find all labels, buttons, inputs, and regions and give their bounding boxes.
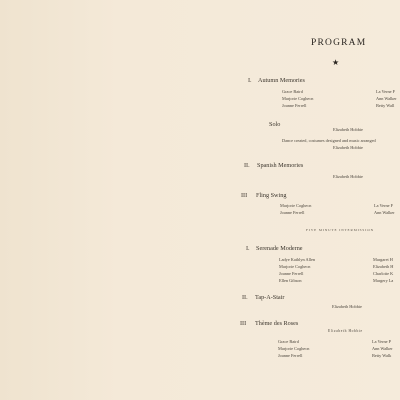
star-ornament-icon: ★ [332, 58, 340, 67]
credit-name: Elizabeth Hobbie [333, 145, 363, 150]
performer-name: Margaret H [373, 257, 393, 262]
section-numeral: III [241, 192, 248, 199]
performer-name: Charlotte K [373, 271, 394, 276]
performer-name: Grace Baird [282, 89, 303, 94]
performer-name: Ann Walker [376, 96, 397, 101]
performer-name: Ellen Gibson [279, 278, 302, 283]
performer-name: Elizabeth H [373, 264, 394, 269]
section-numeral: III [240, 320, 247, 327]
performer-name: Joanne Ferrell [282, 103, 307, 108]
performer-name: Margery La [373, 278, 394, 283]
performer-name: Betty Wall [376, 103, 395, 108]
performer-name: Grace Baird [278, 339, 299, 344]
section-numeral: I. [246, 245, 250, 252]
section-title: Autumn Memories [258, 77, 305, 84]
performer-name: Marjorie Coghecn [280, 203, 312, 208]
section-title: Thème des Roses [255, 320, 299, 327]
section-title: Fling Swing [256, 192, 287, 199]
performer-name: Ann Walker [372, 346, 393, 351]
soloist-name: Elizabeth Hobbie [333, 127, 363, 132]
program-title: PROGRAM [311, 38, 367, 48]
section-numeral: I. [248, 77, 252, 84]
performer-name: La Verne F [376, 89, 396, 94]
section-numeral: II. [242, 294, 248, 301]
performer-name: Joanne Ferrell [278, 353, 303, 358]
credit-note: Dance created, costumes designed and music arranged [282, 138, 376, 143]
performer-name: La Verne F [374, 203, 394, 208]
section-title: Spanish Memories [257, 162, 304, 169]
performer-name: La Verne P [372, 339, 392, 344]
soloist-name: Elizabeth Hobbie [332, 304, 362, 309]
soloist-name: Elizabeth Hobbie [333, 174, 363, 179]
performer-name: Marjorie Coghecn [278, 346, 310, 351]
section-title: Solo [269, 121, 281, 128]
performer-name: Marjorie Coghecn [282, 96, 314, 101]
intermission-label: FIVE MINUTE INTERMISSION [306, 228, 374, 232]
performer-name: Marjorie Coghecn [279, 264, 311, 269]
section-title: Serenade Moderne [256, 245, 303, 252]
soloist-name: Elizabeth Hobbie [328, 329, 363, 333]
performer-name: Ann Walker [374, 210, 395, 215]
section-title: Tap-A-Stair [255, 294, 285, 301]
performer-name: Betty Walk [372, 353, 392, 358]
performer-name: Ladye Kathlyn Allen [279, 257, 316, 262]
performer-name: Joanne Ferrell [280, 210, 305, 215]
section-numeral: II. [244, 162, 250, 169]
performer-name: Joanne Ferrell [279, 271, 304, 276]
